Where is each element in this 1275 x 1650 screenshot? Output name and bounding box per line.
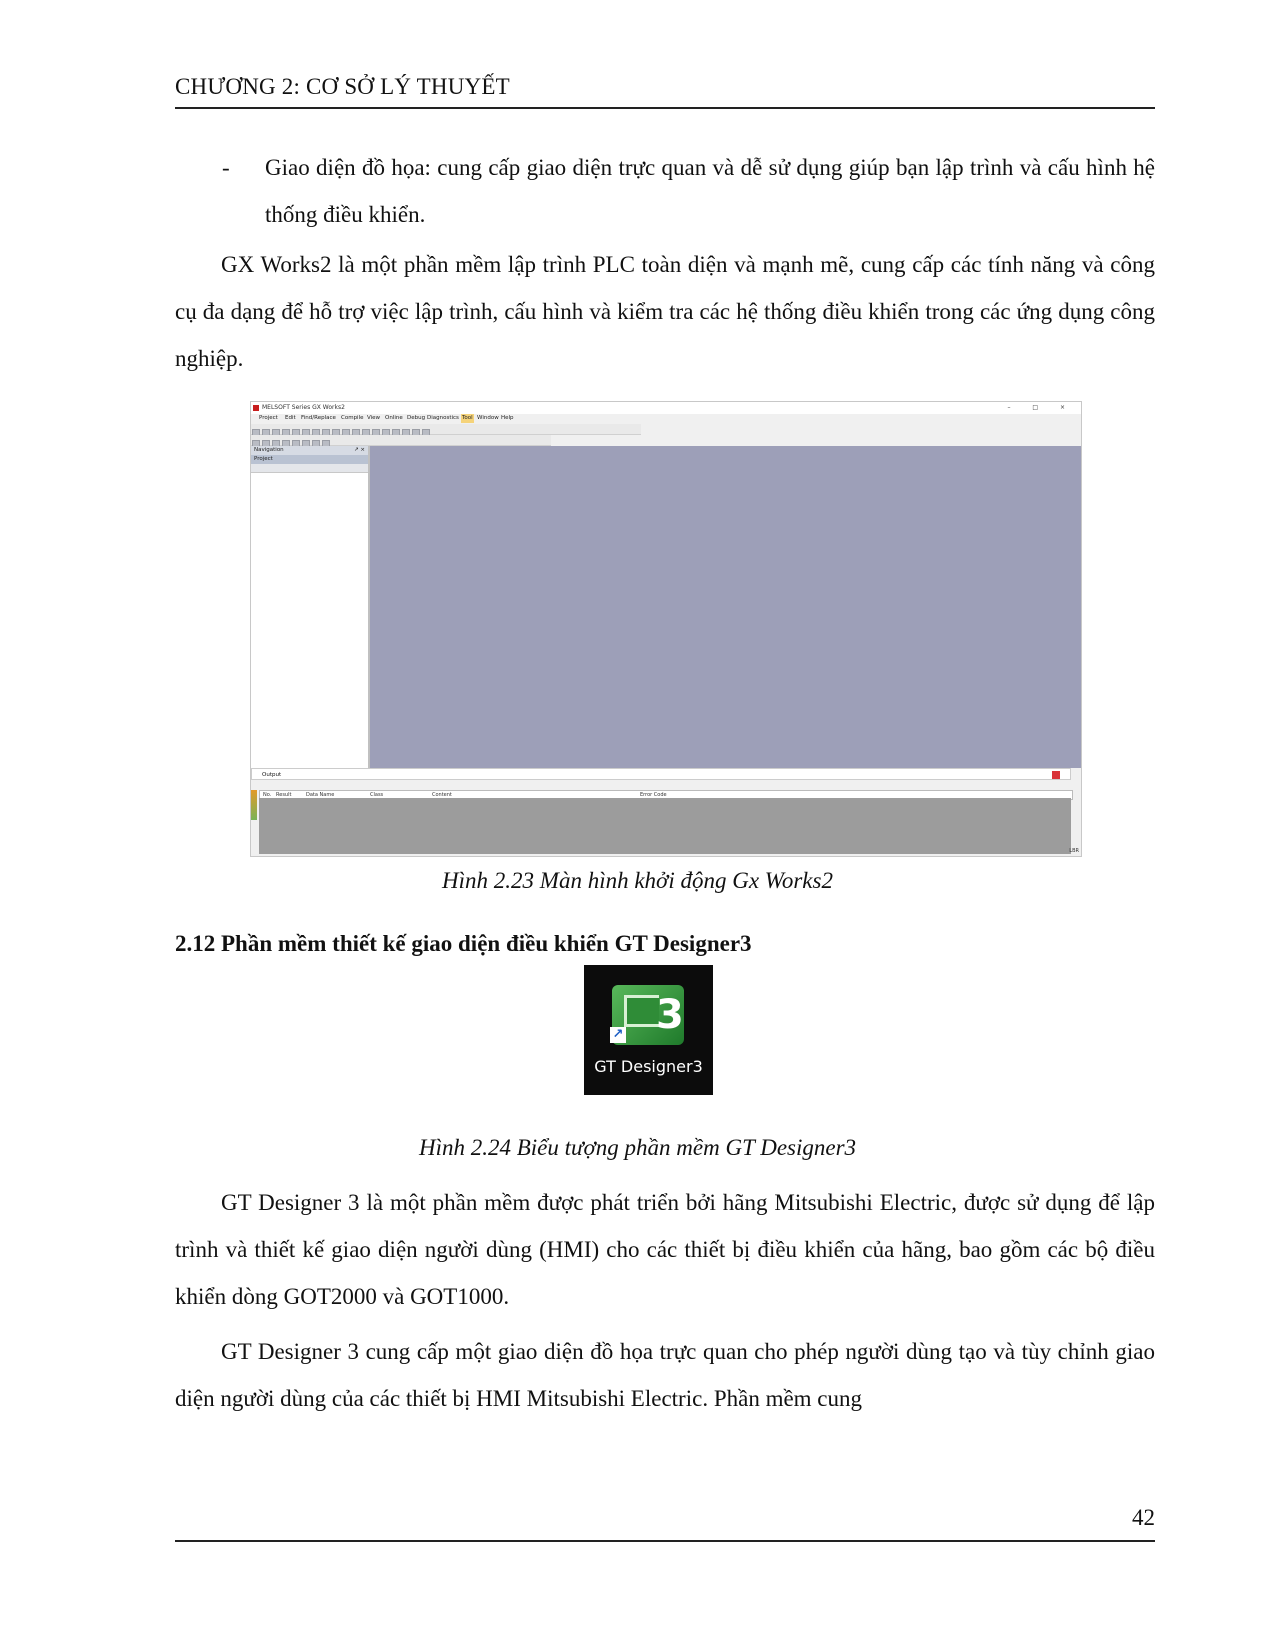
gx-toolbar-1 [251, 424, 641, 435]
gx-nav-title: Navigation [254, 447, 284, 453]
menu-tool: Tool [462, 415, 473, 421]
bullet-dash: - [222, 155, 230, 180]
col-error-code: Error Code [640, 792, 667, 798]
col-data-name: Data Name [306, 792, 335, 798]
menu-edit: Edit [285, 415, 296, 421]
menu-find-replace: Find/Replace [301, 415, 336, 421]
gx-output-panel [251, 768, 1081, 856]
gx-workspace [370, 446, 1081, 768]
menu-project: Project [259, 415, 278, 421]
footer-rule [175, 1540, 1155, 1542]
gx-output-title: Output [262, 772, 282, 778]
figure-2-24-caption: Hình 2.24 Biểu tượng phần mềm GT Designer3 [418, 1135, 857, 1160]
gt-glyph-three: 3 [656, 992, 684, 1038]
menu-online: Online [385, 415, 403, 421]
gx-output-body [259, 798, 1071, 854]
screen-frame-icon [624, 995, 659, 1027]
gx-nav-tools [251, 464, 368, 473]
col-result: Result [276, 792, 292, 798]
gx-window-controls: – □ × [1007, 404, 1075, 411]
header-rule [175, 107, 1155, 109]
col-no: No. [263, 792, 272, 798]
gx-menubar [251, 414, 1081, 423]
menu-debug: Debug [407, 415, 426, 421]
col-content: Content [432, 792, 452, 798]
gx-nav-pin: ↗ × [354, 447, 365, 453]
menu-compile: Compile [341, 415, 364, 421]
menu-window: Window [477, 415, 499, 421]
col-class: Class [370, 792, 384, 798]
gx-titlebar [251, 402, 1081, 414]
menu-view: View [367, 415, 381, 421]
gx-toolbar-2 [251, 435, 551, 446]
bullet-text: Giao diện đồ họa: cung cấp giao diện trực quan và dễ sử dụng giúp bạn lập trình và cấu hình hệ thống điều khiển. [265, 155, 1155, 227]
paragraph-gx-summary: GX Works2 là một phần mềm lập trình PLC toàn diện và mạnh mẽ, cung cấp các tính năng và công cụ đa dạng để hỗ trợ việc lập trình, cấu hình và kiểm tra các hệ thống điều khiển trong các ứng dụng công nghiệp. [175, 252, 1155, 371]
shortcut-arrow-icon: ↗ [610, 1027, 626, 1043]
figure-2-23-caption: Hình 2.23 Màn hình khởi động Gx Works2 [442, 868, 833, 893]
gx-status-text: LBR [1069, 848, 1079, 854]
menu-help: Help [501, 415, 514, 421]
gt-icon-label: GT Designer3 [594, 1057, 703, 1076]
gx-output-header [251, 768, 1071, 780]
gx-nav-header [251, 446, 368, 455]
gx-window-title: MELSOFT Series GX Works2 [262, 404, 345, 411]
menu-diagnostics: Diagnostics [427, 415, 459, 421]
gx-navigation-panel [251, 446, 370, 768]
app-logo-icon [253, 405, 259, 411]
paragraph-gt-intro: GT Designer 3 là một phần mềm được phát triển bởi hãng Mitsubishi Electric, được sử dụng để lập trình và thiết kế giao diện người dùng (HMI) cho các thiết bị điều khiển của hãng, bao gồm các bộ điều khiển dòng GOT2000 và GOT1000. [175, 1190, 1155, 1309]
page-number: 42 [1132, 1505, 1155, 1530]
gx-nav-project: Project [251, 455, 368, 464]
gx-output-side-strip [251, 790, 257, 820]
close-icon [1052, 771, 1060, 779]
gt-designer3-shortcut-icon [584, 965, 713, 1095]
page-header: CHƯƠNG 2: CƠ SỞ LÝ THUYẾT [175, 74, 510, 99]
section-heading: 2.12 Phần mềm thiết kế giao diện điều khiển GT Designer3 [175, 931, 752, 956]
paragraph-gt-features: GT Designer 3 cung cấp một giao diện đồ họa trực quan cho phép người dùng tạo và tùy chỉnh giao diện người dùng của các thiết bị HMI Mitsubishi Electric. Phần mềm cung [175, 1339, 1155, 1411]
gx-works2-screenshot [250, 401, 1082, 857]
